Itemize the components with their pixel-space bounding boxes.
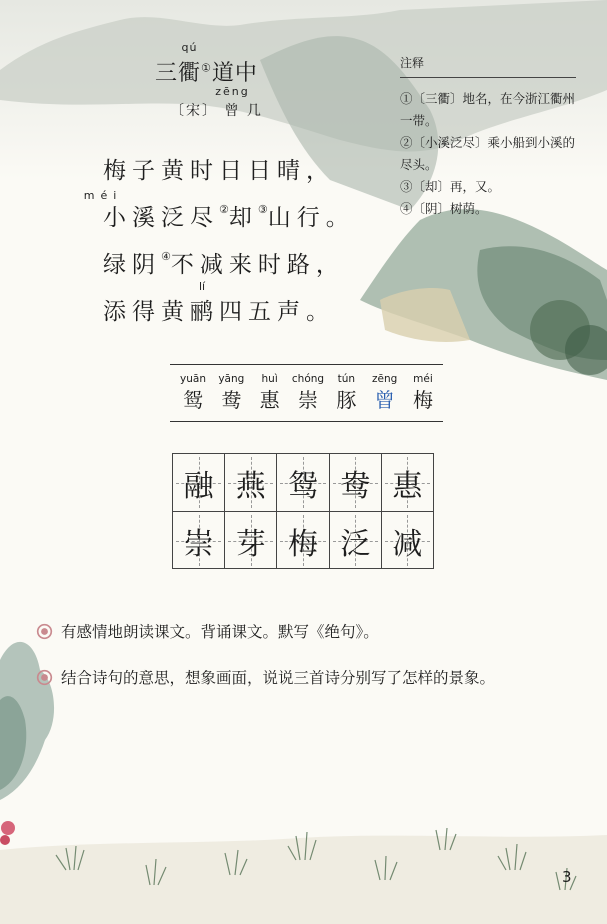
poem-author: [170, 85, 263, 120]
author-name-ji: 几: [246, 103, 263, 119]
vocab-char: 惠: [259, 388, 280, 412]
poem-line-3-part-b: 不减来时路，: [170, 252, 345, 278]
vocab-pinyin: chóng: [291, 373, 325, 385]
flower-bullet-icon: [36, 669, 53, 686]
grid-char: 芽: [235, 526, 266, 562]
title-suffix: 道中: [211, 61, 258, 86]
task-text: 有感情地朗读课文。背诵课文。默写《绝句》。: [61, 623, 379, 641]
vocab-char: 崇: [297, 388, 318, 412]
note-item: ④〔阴〕树荫。: [400, 201, 488, 216]
grid-cell: [173, 512, 224, 569]
grid-char: 崇: [183, 526, 214, 562]
poem-line-1: [83, 148, 355, 202]
vocab-pinyin: yuān: [180, 373, 206, 385]
author-name-zeng-pinyin: zēng: [215, 85, 250, 98]
notes-title: 注释: [400, 56, 425, 70]
poem-line-4-text: 添得黄鹂四五声。: [103, 299, 335, 325]
author-name-zeng-text: 曾: [224, 103, 241, 119]
poem-line-2: [103, 195, 355, 242]
vocab-pinyin: méi: [413, 373, 433, 385]
poem-body: [83, 148, 355, 336]
grid-char: 梅: [288, 526, 318, 562]
poem-line-2-note-a: ②: [219, 203, 229, 216]
vocab-char: 梅: [412, 388, 433, 412]
poem-line-3-part-a: 绿阴: [103, 252, 161, 278]
grid-char: 燕: [235, 468, 266, 504]
vocab-char-highlighted: 曾: [374, 388, 395, 412]
grid-cell: [381, 512, 433, 569]
author-dynasty: 〔宋〕: [170, 103, 218, 119]
poem-title: [155, 41, 258, 87]
page-number: 3: [562, 868, 572, 886]
poem-line-3: [103, 242, 355, 289]
grid-cell: [173, 454, 224, 511]
vocab-item: [292, 373, 324, 413]
vocab-pinyin: huì: [261, 373, 278, 385]
poem-line-2-part-c: 山行。: [267, 205, 355, 231]
vocab-item: [407, 373, 439, 413]
vocab-item: [177, 373, 209, 413]
note-item: ③〔却〕再，又。: [400, 179, 501, 194]
note-item: ①〔三衢〕地名，在今浙江衢州一带。: [400, 91, 576, 128]
vocab-pinyin: tún: [337, 373, 356, 385]
grid-char: 融: [183, 468, 214, 504]
vocab-list: [177, 373, 439, 413]
title-prefix: 三: [155, 61, 179, 86]
task-item-1: [36, 620, 379, 642]
title-char-qu: [178, 41, 202, 87]
poem-line-2-part-b: 却: [228, 205, 258, 231]
vocab-item: [215, 373, 247, 413]
vocab-char: 鸯: [221, 388, 242, 412]
author-name-zeng: [215, 85, 250, 120]
grid-cell: [329, 454, 381, 511]
title-char-qu-pinyin: qú: [181, 41, 198, 54]
poem-char-mei-pinyin: méi: [83, 189, 123, 202]
flower-bullet-icon: [36, 623, 53, 640]
vocab-bottom-rule: [170, 421, 443, 422]
vocab-pinyin: yāng: [218, 373, 245, 385]
notes-panel: [400, 54, 576, 220]
notes-divider: [400, 77, 576, 78]
vocab-char: 鸳: [183, 388, 203, 412]
poem-line-4: [103, 280, 355, 336]
poem-line-2-note-b: ③: [257, 203, 268, 216]
grid-char: 减: [392, 526, 423, 562]
grid-char: 鸯: [340, 468, 371, 504]
grid-char: 鸳: [288, 468, 318, 504]
grid-char: 惠: [392, 468, 423, 504]
title-char-qu-text: 衢: [178, 61, 202, 86]
vocab-item: [254, 373, 286, 413]
vocab-pinyin: zēng: [371, 373, 398, 385]
vocab-item: [369, 373, 401, 413]
grid-cell: [224, 454, 276, 511]
poem-line-1-text: 梅子黄时日日晴，: [103, 158, 335, 184]
grid-cell: [381, 454, 433, 511]
vocab-top-rule: [170, 364, 443, 365]
grid-row-1: [173, 454, 433, 511]
title-note-marker: ①: [201, 61, 212, 75]
grid-cell: [224, 512, 276, 569]
task-text: 结合诗句的意思，想象画面，说说三首诗分别写了怎样的景象。: [61, 669, 496, 687]
grid-row-2: [173, 511, 433, 569]
poem-line-3-note: ④: [161, 250, 171, 263]
poem-line-2-part-a: 小溪泛尽: [103, 205, 219, 231]
grid-cell: [276, 512, 328, 569]
vocab-char: 豚: [336, 388, 357, 412]
vocab-item: [330, 373, 362, 413]
grid-char: 泛: [340, 526, 371, 562]
poem-char-li-pinyin: lí: [199, 280, 206, 293]
note-item: ②〔小溪泛尽〕乘小船到小溪的尽头。: [400, 135, 576, 172]
grid-cell: [329, 512, 381, 569]
grid-cell: [276, 454, 328, 511]
task-item-2: [36, 666, 495, 688]
writing-grid: [172, 453, 434, 569]
